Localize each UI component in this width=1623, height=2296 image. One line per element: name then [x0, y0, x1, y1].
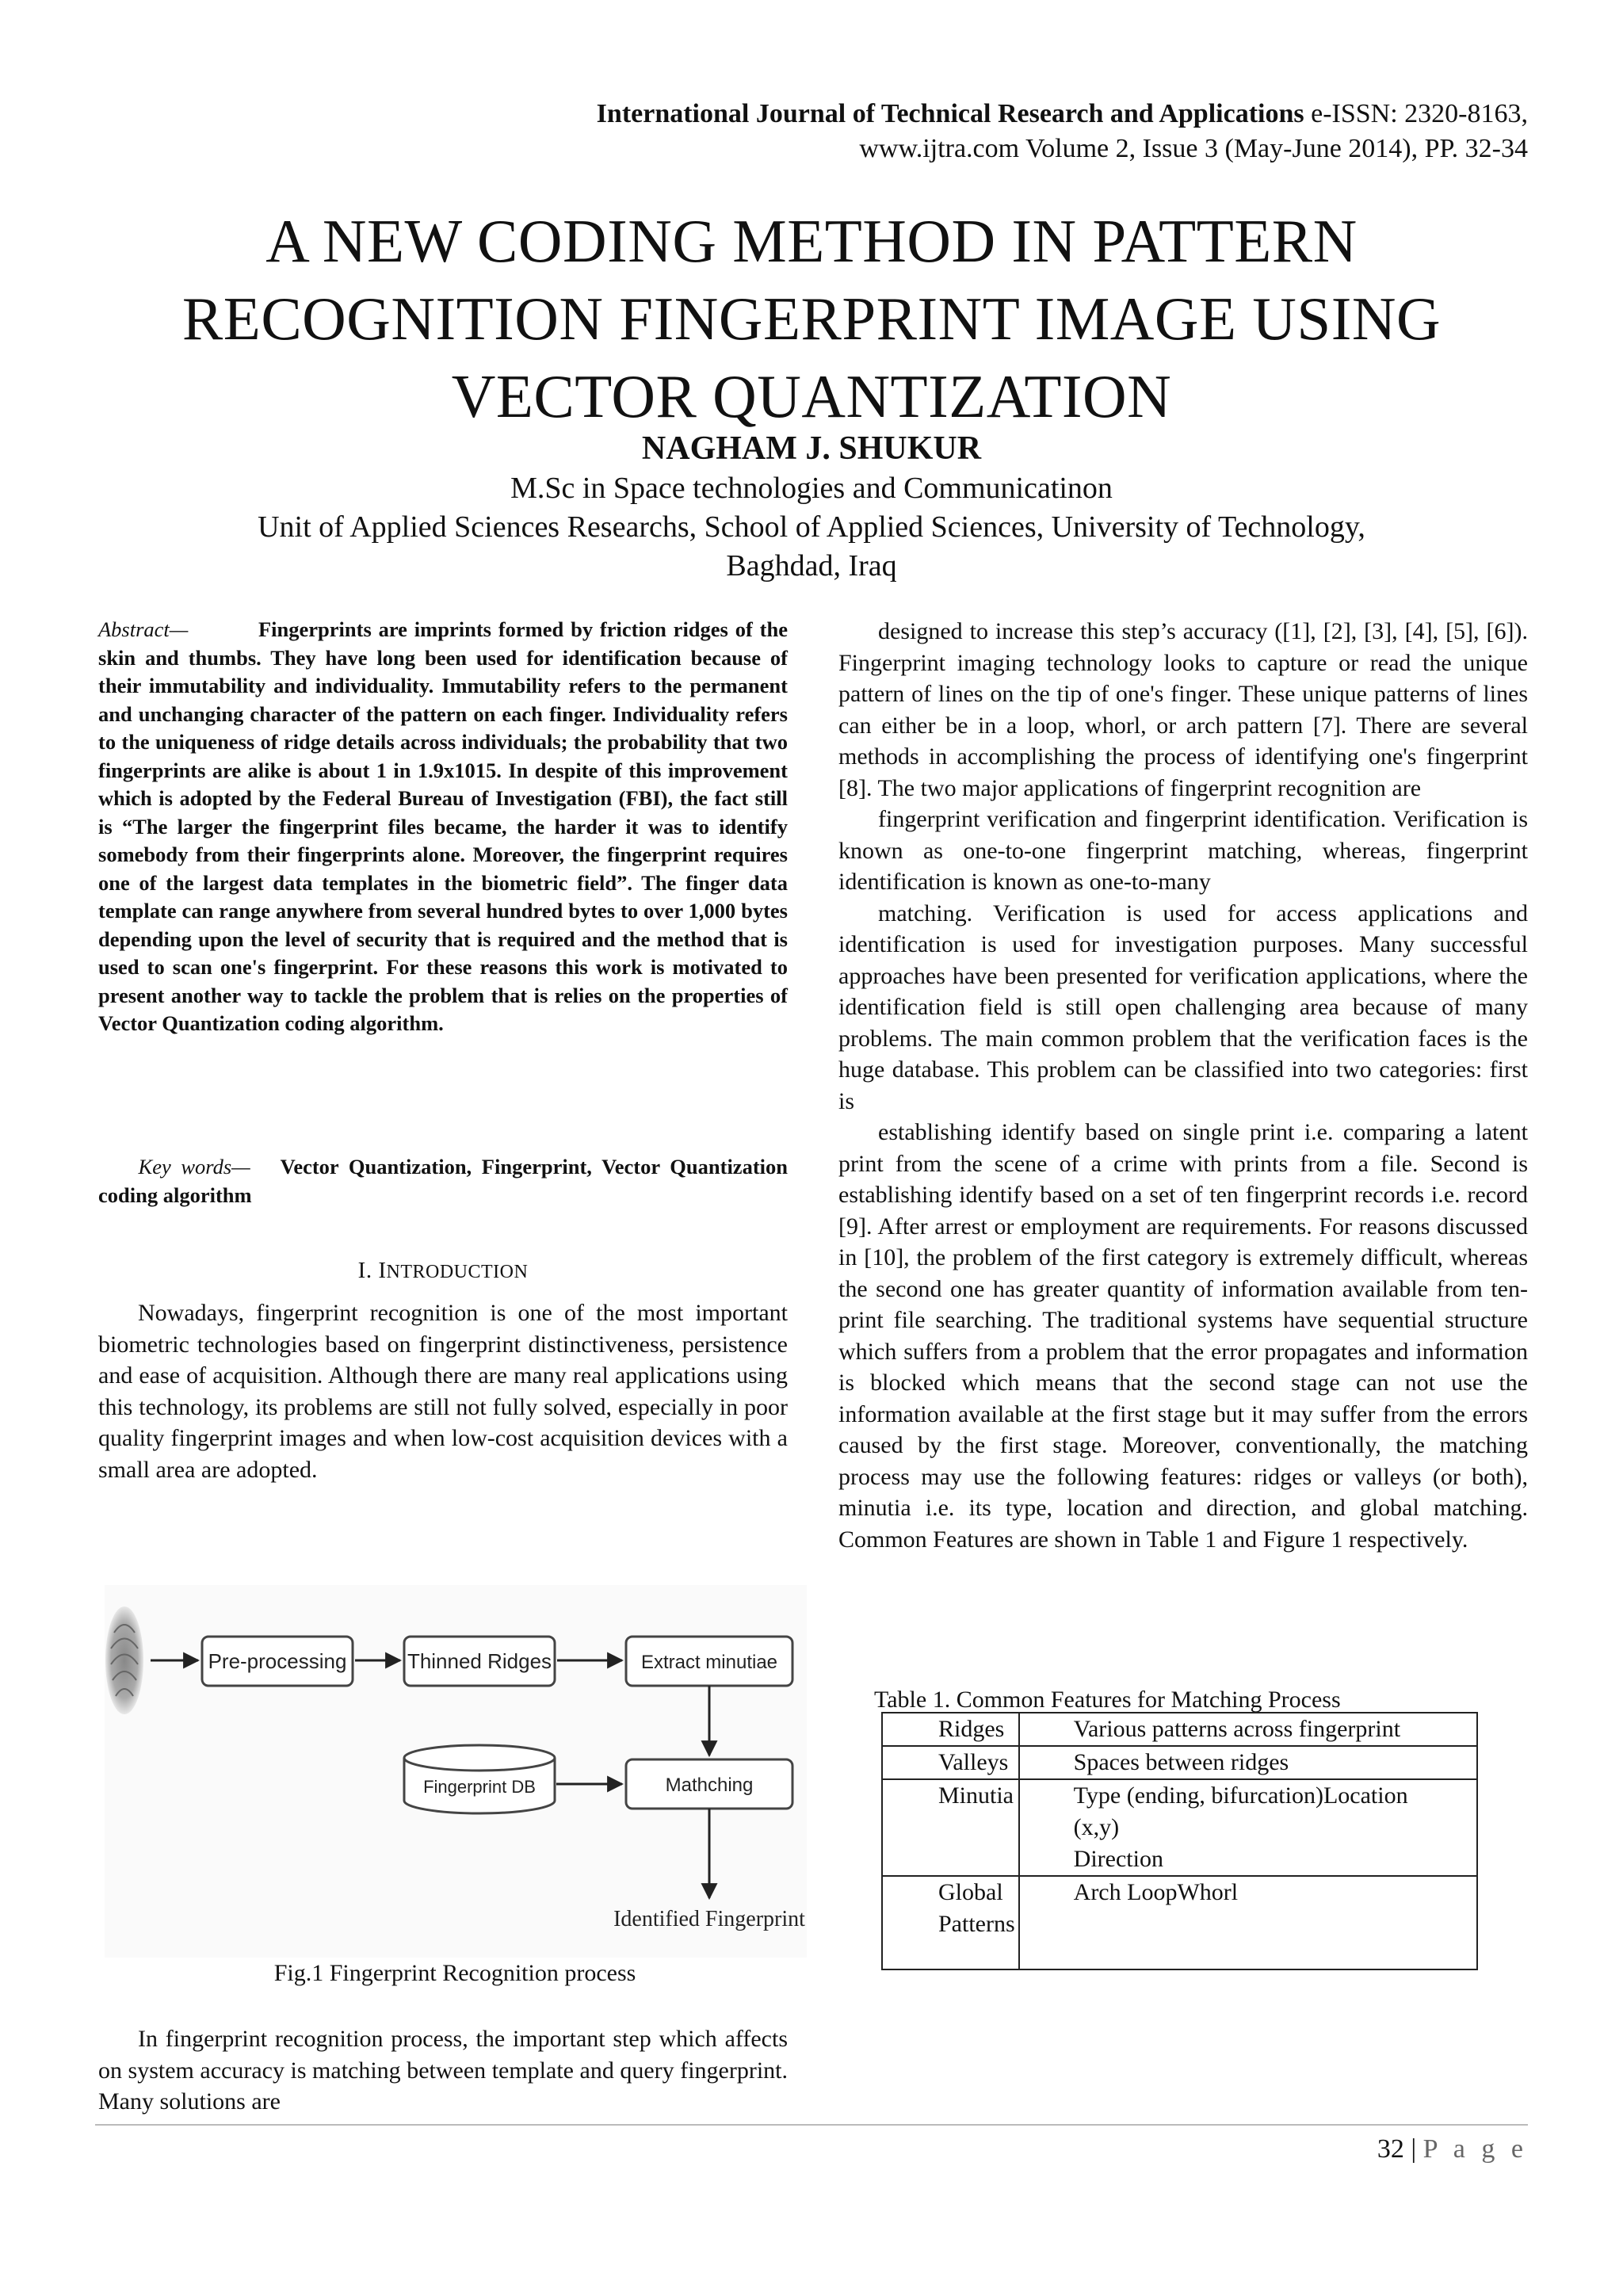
minutia-direction: Direction [1073, 1846, 1163, 1872]
extract-minutiae-label: Extract minutiae [640, 1652, 778, 1673]
global-patterns-description: Arch LoopWhorl [1073, 1879, 1239, 1905]
abstract [98, 616, 788, 1038]
matching-intro-paragraph [98, 2023, 788, 2118]
right-paragraph-3: matching. Verification is used for access applications and identification is used for investigation purposes. Many successful approaches have been presented for verification applications, where the identification field is still open challenging area because of many problems. The main common problem that the verification faces is the huge database. This problem can be classified into two categories: first is [838, 900, 1528, 1114]
section-name: NTRODUCTION [386, 1262, 529, 1282]
title-line-2: RECOGNITION FINGERPRINT IMAGE USING [181, 285, 1442, 353]
fingerprint-db-label: Fingerprint DB [423, 1777, 536, 1797]
intro-paragraph [98, 1297, 788, 1485]
table-row [882, 1746, 1477, 1779]
table-cell-description [1019, 1746, 1477, 1779]
title-line-3: VECTOR QUANTIZATION [451, 362, 1172, 430]
table-cell-feature: Minutia [882, 1779, 1019, 1876]
abstract-text: Fingerprints are imprints formed by friction ridges of the skin and thumbs. They have long been used for identification because of their immutability and individuality. Immutability refers to the permanent and unchanging character of the pattern on each finger. Individuality refers to the uniqueness of ridge details across individuals; the probability that two fingerprints are alike is about 1 in 1.9x1015. In despite of this improvement which is adopted by the Federal Bureau of Investigation (FBI), the fact still is “The larger the fingerprint files became, the harder it was to identify somebody from their fingerprints alone. Moreover, the fingerprint requires one of the largest data templates in the biometric field”. The finger data template can range anywhere from several hundred bytes to over 1,000 bytes depending upon the level of security that is required and the method that is used to scan one's fingerprint. For these reasons this work is motivated to present another way to tackle the problem that is relies on the properties of Vector Quantization coding algorithm. [98, 617, 788, 1035]
journal-name: International Journal of Technical Research and Applications [596, 99, 1304, 128]
identified-fingerprint-label: Identified Fingerprint [613, 1907, 805, 1931]
keywords-text: Vector Quantization, Fingerprint, Vector Quantization coding algorithm [98, 1155, 788, 1207]
section-number: I. I [357, 1258, 387, 1283]
table-cell-feature: Ridges [882, 1713, 1019, 1746]
minutia-type: Type (ending, bifurcation)Location [1073, 1782, 1408, 1809]
right-paragraph-4: establishing identify based on single print i.e. comparing a latent print from the scene of a crime with prints from a file. Second is establishing identify based on a set of ten fingerprint records i.e. record [9]. After arrest or employment are requirements. For reasons discussed in [10], the problem of the first category is extremely difficult, whereas the second one has greater quantity of information available from ten-print file searching. The traditional systems have sequential structure which suffers from a problem that the error propagates and information is blocked which means that the second stage can not use the information available at the first stage but it may suffer from the errors caused by the first stage. Moreover, conventionally, the matching process may use the following features: ridges or valleys (or both), minutia i.e. its type, location and direction, and global matching. Common Features are shown in Table 1 and Figure 1 respectively. [838, 1119, 1528, 1553]
abstract-lead: Abstract— [98, 617, 189, 641]
keywords-lead: Key words— [138, 1155, 250, 1179]
footer-rule [95, 2124, 1528, 2126]
intro-text: Nowadays, fingerprint recognition is one of the most important biometric technologies based on fingerprint distinctiveness, persistence and ease of acquisition. Although there are many real applications using this technology, its problems are still not fully solved, especially in poor quality fingerprint images and when low-cost acquisition devices with a small area are adopted. [98, 1300, 788, 1483]
minutia-location: (x,y) [1073, 1814, 1120, 1840]
preprocessing-label: Pre-processing [208, 1649, 347, 1673]
keywords [98, 1153, 788, 1209]
right-paragraph-1: designed to increase this step’s accuracy ([1], [2], [3], [4], [5], [6]). Fingerprint imaging technology looks to capture or read the unique pattern of lines on the tip of one's finger. These unique patterns of lines can either be in a loop, whorl, or arch pattern [7]. There are several methods in accomplishing the process of identifying one's fingerprint [8]. The two major applications of fingerprint recognition are [838, 618, 1528, 801]
journal-volume: www.ijtra.com Volume 2, Issue 3 (May-June 2014), PP. 32-34 [859, 134, 1528, 163]
title-line-1: A NEW CODING METHOD IN PATTERN [265, 207, 1358, 275]
figure-caption: Fig.1 Fingerprint Recognition process [273, 1960, 636, 1986]
right-column-text [838, 616, 1528, 1555]
common-features-table [881, 1712, 1478, 1970]
table-row [882, 1713, 1477, 1746]
thinned-ridges-label: Thinned Ridges [407, 1649, 552, 1673]
page-number-value: 32 [1377, 2134, 1404, 2164]
table-row [882, 1876, 1477, 1969]
table-cell-feature: Global Patterns [882, 1876, 1019, 1969]
right-paragraph-2: fingerprint verification and fingerprint identification. Verification is known as one-to-one fingerprint matching, whereas, fingerprint identification is known as one-to-many [838, 806, 1528, 895]
affiliation-line-3: Baghdad, Iraq [726, 549, 897, 583]
matching-label: Mathching [665, 1775, 754, 1796]
page-separator: | [1403, 2134, 1423, 2164]
page-label: P a g e [1423, 2134, 1528, 2164]
affiliation-line-1: M.Sc in Space technologies and Communicatinon [510, 472, 1113, 505]
table-row [882, 1779, 1477, 1876]
table-cell-feature: Valleys [882, 1746, 1019, 1779]
valleys-description: Spaces between ridges [1073, 1749, 1289, 1775]
table-cell-description [1019, 1876, 1477, 1969]
author-name: NAGHAM J. SHUKUR [641, 430, 982, 467]
journal-header [339, 97, 1528, 166]
table-caption: Table 1. Common Features for Matching Process [874, 1687, 1341, 1713]
fingerprint-image-icon [105, 1606, 143, 1714]
table-cell-description [1019, 1779, 1477, 1876]
affiliation [79, 469, 1544, 586]
table-cell-description [1019, 1713, 1477, 1746]
page-number [1377, 2132, 1528, 2167]
affiliation-line-2: Unit of Applied Sciences Researchs, School of Applied Sciences, University of Technology, [258, 510, 1365, 544]
section-heading-introduction [98, 1256, 788, 1286]
fingerprint-recognition-diagram [103, 1585, 808, 1958]
paper-title [79, 202, 1544, 435]
matching-intro-text: In fingerprint recognition process, the important step which affects on system accuracy is matching between template and query fingerprint. Many solutions are [98, 2026, 788, 2115]
journal-issn: e-ISSN: 2320-8163, [1304, 99, 1528, 128]
ridges-description: Various patterns across fingerprint [1073, 1716, 1401, 1742]
